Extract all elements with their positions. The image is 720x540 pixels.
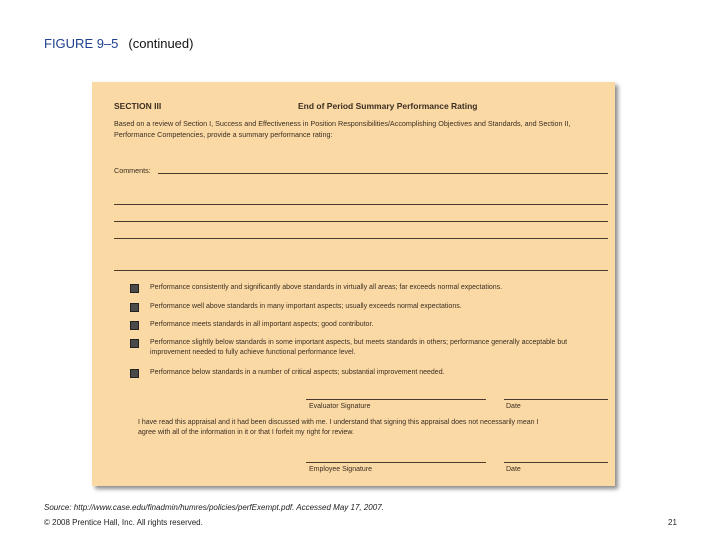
comments-line: [114, 238, 608, 239]
rating-text: Performance consistently and significantly above standards in virtually all areas; far exceeds normal expectations.: [150, 284, 503, 291]
comments-line: [114, 221, 608, 222]
figure-continued: (continued): [128, 36, 194, 51]
rating-checkbox[interactable]: [130, 303, 139, 312]
rating-text: Performance below standards in a number of critical aspects; substantial improvement needed.: [150, 369, 445, 376]
rating-text: Performance meets standards in all important aspects; good contributor.: [150, 321, 374, 328]
page-number: 21: [668, 518, 677, 527]
employee-signature-line[interactable]: [306, 462, 486, 463]
rating-checkbox[interactable]: [130, 339, 139, 348]
source-citation: Source: http://www.case.edu/finadmin/humres/policies/perfExempt.pdf. Accessed May 17, 2007.: [44, 503, 384, 512]
form-intro: Based on a review of Section I, Success and Effectiveness in Position Responsibilities/Accomplishing Objectives and Standards, and Section II, Performance Competencies, provide a summary performance rating:: [114, 119, 571, 139]
performance-rating-form: [92, 82, 615, 486]
rating-text: Performance slightly below standards in some important aspects, but meets standards in others; performance generally acceptable but improvement needed to fully achieve functional performance level.: [150, 339, 568, 356]
copyright: © 2008 Prentice Hall, Inc. All rights reserved.: [44, 518, 203, 527]
form-title: End of Period Summary Performance Rating: [298, 101, 478, 111]
comments-label: Comments:: [114, 166, 151, 175]
comments-line: [158, 173, 608, 174]
figure-title: [44, 36, 193, 51]
evaluator-date-label: Date: [506, 403, 521, 410]
comments-line: [114, 270, 608, 271]
rating-checkbox[interactable]: [130, 321, 139, 330]
employee-date-label: Date: [506, 466, 521, 473]
rating-checkbox[interactable]: [130, 369, 139, 378]
section-label: SECTION III: [114, 101, 162, 111]
employee-date-line[interactable]: [504, 462, 608, 463]
figure-number: FIGURE 9–5: [44, 36, 119, 51]
employee-signature-label: Employee Signature: [309, 466, 373, 473]
rating-text: Performance well above standards in many important aspects; usually exceeds normal expectations.: [150, 303, 462, 310]
comments-line: [114, 204, 608, 205]
evaluator-date-line[interactable]: [504, 399, 608, 400]
rating-checkbox[interactable]: [130, 284, 139, 293]
evaluator-signature-label: Evaluator Signature: [309, 403, 371, 410]
evaluator-signature-line[interactable]: [306, 399, 486, 400]
acknowledgement-text: I have read this appraisal and it had been discussed with me. I understand that signing this appraisal does not necessarily mean I agree with all of the information in it or that I forfeit my right for review.: [138, 419, 539, 436]
